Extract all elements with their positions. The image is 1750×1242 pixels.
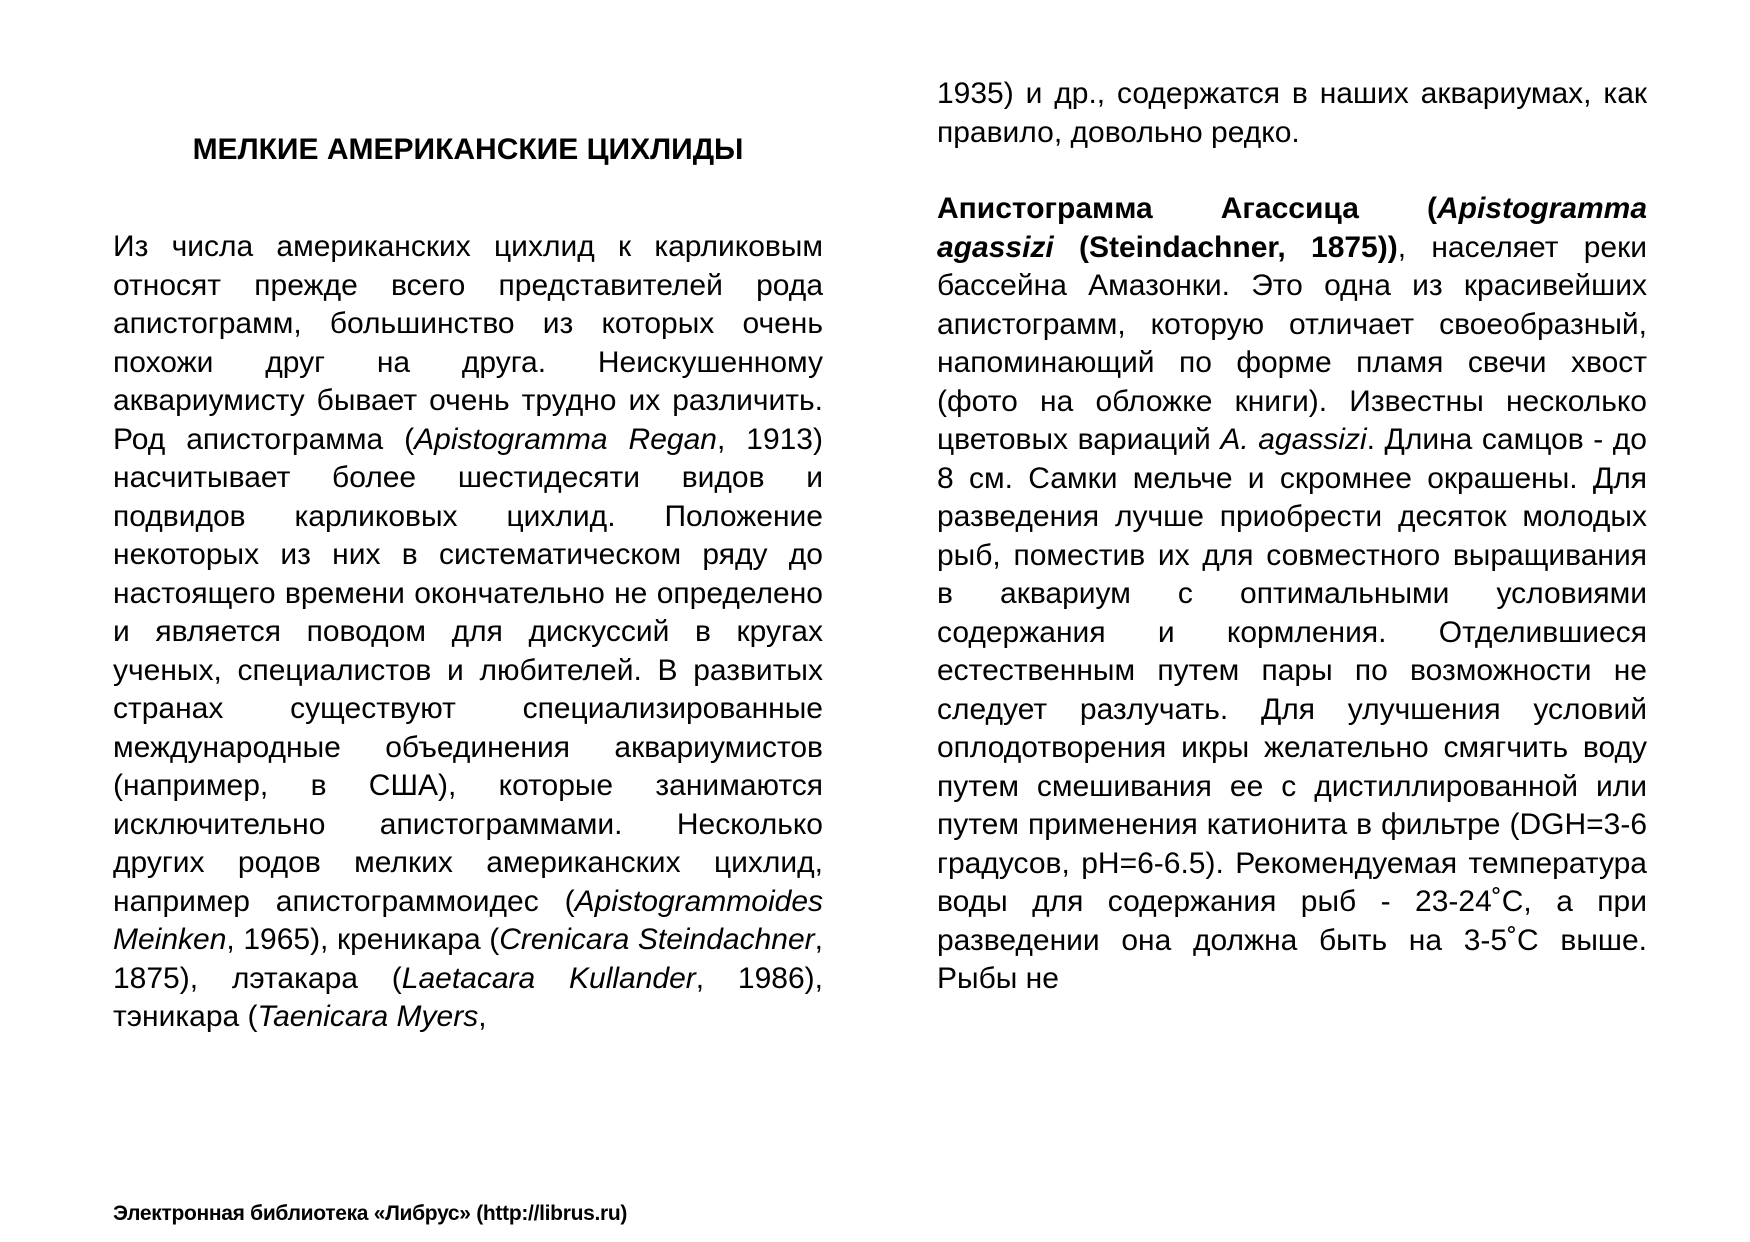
latin-name: Taenicara Myers [257,1000,479,1033]
text-run: , 1986), тэникара ( [113,961,823,1033]
text-run: . Длина самцов - до 8 см. Самки мельче и скромнее окрашены. Для разведения лучше приобрести десяток молодых рыб, поместив их для совместного выращивания в аквариум с оптимальными условиями содержания и кормления. Отделившиеся естественным путем пары по возможности не следует разлучать. Для улучшения условий оплодотворения икры желательно смягчить воду путем смешивания ее с дистиллированной или путем применения катионита в фильтре (DGH=3-6 градусов, pH=6-6.5). Рекомендуемая температура воды для содержания рыб - 23-24˚С, а при разведении она должна быть на 3-5˚С выше. Рыбы не [937,423,1647,995]
latin-name: Apistogramma Regan [414,422,717,456]
text-run: , 1913) насчитывает более шестидесяти видов и подвидов карликовых цихлид. Положение некоторых из них в систематическом ряду до настоящего времени окончательно не определено и является поводом для дискуссий в кругах ученых, специалистов и любителей. В развитых странах существуют специализированные международные объединения аквариумистов (например, в США), которые занимаются исключительно апистограммами. Несколько других родов мелких американских цихлид, например апистограммоидес ( [113,422,823,918]
text-run: , населяет реки бассейна Амазонки. Это одна из красивейших апистограмм, которую отличает своеобразный, напоминающий по форме пламя свечи хвост (фото на обложке книги). Известны несколько цветовых вариаций [937,230,1647,456]
latin-name: Crenicara Steindachner [499,923,815,956]
species-paragraph [937,190,1647,999]
latin-name: Apistogrammoides Meinken [113,884,823,956]
species-name-latin: Apistogramma agassizi [937,192,1647,264]
species-author: (Steindachner, 1875)) [1053,230,1398,264]
species-name-ru: Апистограмма Агассица ( [937,192,1437,225]
intro-paragraph [113,228,823,1037]
footer-credit: Электронная библиотека «Либрус» (http://librus.ru) [113,1202,628,1225]
right-column [937,75,1647,999]
text-run: , [478,1000,487,1033]
page-title: МЕЛКИЕ АМЕРИКАНСКИЕ ЦИХЛИДЫ [192,133,744,166]
latin-name: A. agassizi [1220,423,1367,456]
text-run: Из числа американских цихлид к карликовым относят прежде всего представителей рода апистограмм, большинство из которых очень похожи друг на друга. Неискушенному аквариумисту бывает очень трудно их различить. Род апистограмма ( [113,230,823,456]
text-run: , 1965), креникара ( [226,923,500,956]
text-run: , 1875), лэтакара ( [113,923,823,995]
latin-name: Laetacara Kullander [401,961,696,995]
continued-paragraph: 1935) и др., содержатся в наших аквариумах, как правило, довольно редко. [937,77,1647,149]
